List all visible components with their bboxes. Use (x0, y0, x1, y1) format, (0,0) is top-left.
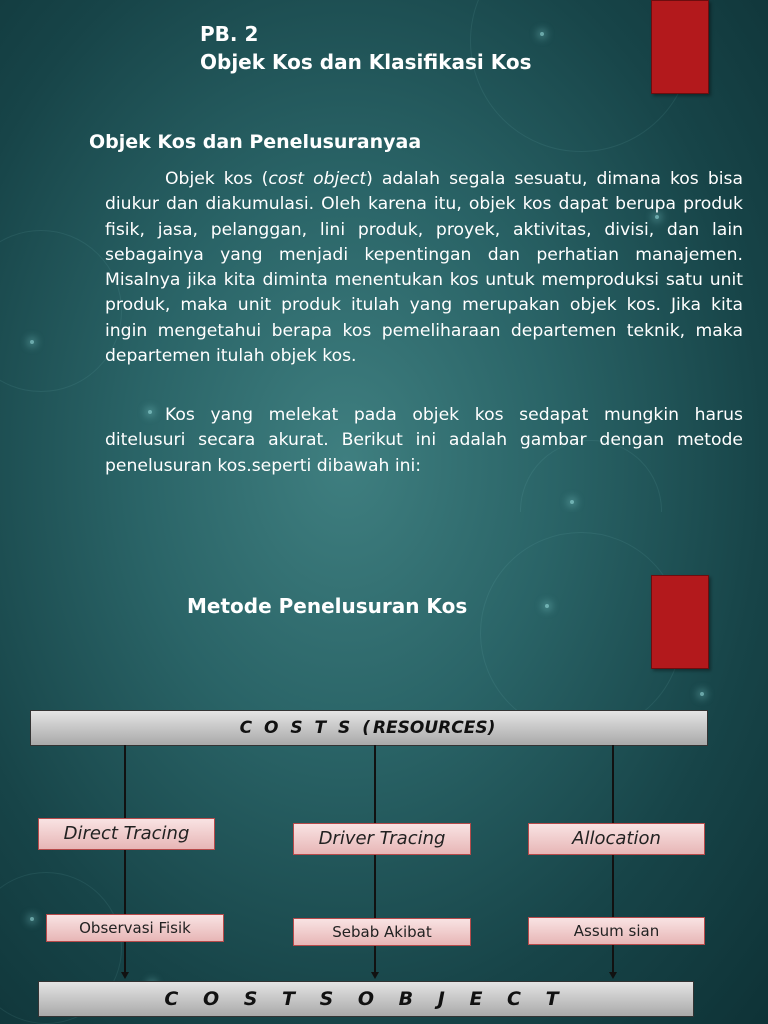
paragraph-cost-object (105, 167, 743, 369)
para1-text-end: ) adalah segala sesuatu, dimana kos bisa diukur dan diakumulasi. Oleh karena itu, objek kos dapat berupa produk fisik, jasa, pelanggan, lini produk, proyek, aktivitas, divisi, dan lain sebagainya yang menjadi kepentingan dan perhatian manajemen. Misalnya jika kita diminta menentukan kos untuk memproduksi satu unit produk, maka unit produk itulah yang merupakan objek kos. Jika kita ingin mengetahui berapa kos pemeliharaan departemen teknik, maka departemen itulah objek kos. (105, 169, 743, 367)
arrow-down-icon (121, 972, 129, 979)
costs-resources-bar (30, 710, 708, 746)
sparkle-icon (545, 604, 549, 608)
sparkle-icon (540, 32, 544, 36)
sparkle-icon (30, 917, 34, 921)
arrow-down-icon (371, 972, 379, 979)
costs-bar-emphasis: RESOURCES (372, 718, 488, 738)
sparkle-icon (30, 340, 34, 344)
sparkle-icon (570, 500, 574, 504)
chapter-title: Objek Kos dan Klasifikasi Kos (200, 50, 532, 74)
para1-text-start: Objek kos ( (165, 169, 269, 189)
red-accent-tab (651, 0, 709, 94)
chapter-header (200, 20, 532, 76)
method-allocation: Allocation (528, 823, 705, 855)
method-direct-tracing: Direct Tracing (38, 818, 215, 850)
para2-text: Kos yang melekat pada objek kos sedapat mungkin harus ditelusuri secara akurat. Berikut ini adalah gambar dengan metode penelusuran kos.seperti dibawah ini: (105, 405, 743, 476)
costs-object-bar: C O S T S O B J E C T (38, 981, 694, 1017)
pb-number: PB. 2 (200, 22, 259, 46)
basis-observasi-fisik: Observasi Fisik (46, 914, 224, 942)
costs-bar-suffix: ) (487, 718, 499, 738)
diagram-title: Metode Penelusuran Kos (187, 594, 468, 618)
para1-italic-term: cost object (268, 169, 367, 189)
arrow-down-icon (609, 972, 617, 979)
decorative-ring (0, 230, 122, 392)
paragraph-tracing (105, 403, 743, 479)
slide-2 (0, 512, 768, 1024)
red-accent-tab (651, 575, 709, 669)
section-heading: Objek Kos dan Penelusuranyaa (89, 131, 422, 153)
method-driver-tracing: Driver Tracing (293, 823, 471, 855)
basis-sebab-akibat: Sebab Akibat (293, 918, 471, 946)
basis-assumsian: Assum sian (528, 917, 705, 945)
sparkle-icon (700, 692, 704, 696)
costs-bar-prefix: C O S T S ( (239, 718, 373, 738)
